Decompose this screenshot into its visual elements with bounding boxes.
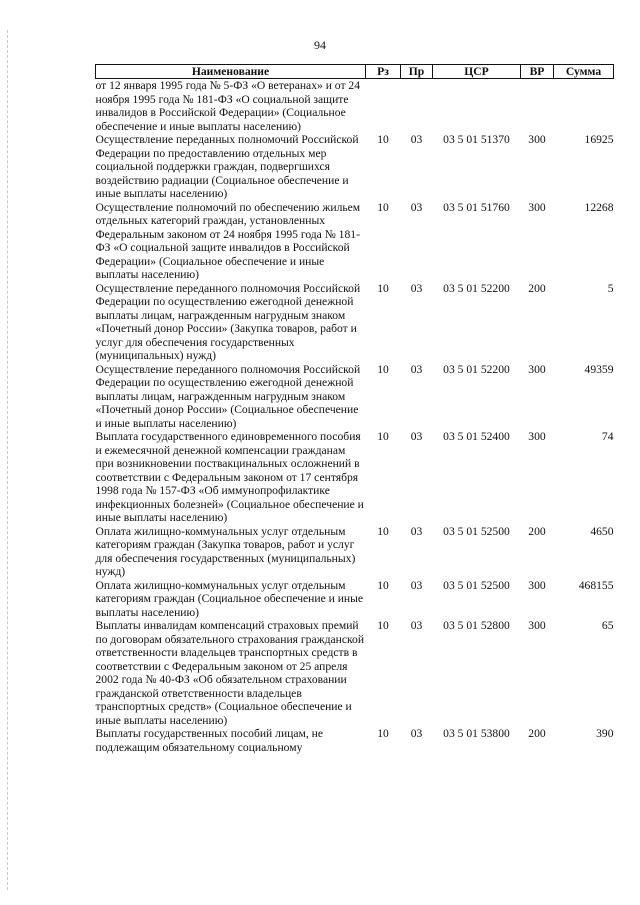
row-sum: 12268 <box>584 200 614 214</box>
row-vr <box>521 79 554 134</box>
row-name: Выплата государственного единовременного пособия и ежемесячной денежной компенсации гражданам при возникновении поствакцинальных осложнений в соответствии с Федеральным законом от 17 сентября 1998 года № 157-ФЗ «Об иммунопрофилактике инфекционных болезней» (Социальное обеспечение и иные выплаты населению) <box>95 430 364 524</box>
row-vr: 300 <box>528 362 546 376</box>
row-pr: 03 <box>410 619 423 632</box>
row-sum: 49359 <box>584 362 614 376</box>
row-pr: 03 <box>410 281 423 295</box>
row-name: Осуществление переданных полномочий Российской Федерации по предоставлению отдельных мер социальной поддержки граждан, подвергшихся воздействию радиации (Социальное обеспечение и иные выплаты населению) <box>95 133 359 200</box>
row-vr: 300 <box>528 578 546 592</box>
table-row <box>96 282 614 363</box>
row-pr: 03 <box>410 524 423 538</box>
budget-table <box>95 64 614 754</box>
row-rz <box>366 79 401 134</box>
row-pr: 03 <box>410 430 423 443</box>
row-name: Выплаты государственных пособий лицам, не подлежащим обязательному социальному <box>95 727 323 754</box>
row-name: Осуществление переданного полномочия Российской Федерации по осуществлению ежегодной денежной выплаты лицам, награжденным нагрудным знаком «Почетный донор России» (Социальное обеспечение и иные выплаты населению) <box>95 362 361 430</box>
row-rz: 10 <box>377 524 389 538</box>
row-pr: 03 <box>410 200 423 214</box>
row-rz: 10 <box>377 133 389 146</box>
table-row <box>96 579 614 620</box>
row-name: Выплаты инвалидам компенсаций страховых премий по договорам обязательного страхования гражданской ответственности владельцев транспортных средств в соответствии с Федеральным законом от 25 апреля 2002 года № 40-ФЗ «Об обязательном страховании гражданской ответственности владельцев транспортных средств» (Социальное обеспечение и иные выплаты населению) <box>95 619 365 727</box>
row-csr: 03 5 01 52500 <box>443 578 510 592</box>
table-header-row <box>96 65 614 79</box>
row-name: от 12 января 1995 года № 5-ФЗ «О ветеранах» и от 24 ноября 1995 года № 181-ФЗ «О социальной защите инвалидов в Российской Федерации» (Социальное обеспечение и иные выплаты населению) <box>95 79 360 133</box>
row-sum: 74 <box>601 430 614 443</box>
table-row <box>96 133 614 201</box>
header-pr: Пр <box>401 65 433 79</box>
table-row <box>96 430 614 525</box>
row-sum: 468155 <box>578 578 614 592</box>
table-row <box>96 201 614 282</box>
row-name: Оплата жилищно-коммунальных услуг отдельным категориям граждан (Социальное обеспечение и иные выплаты населению) <box>95 578 364 619</box>
row-pr: 03 <box>410 133 423 146</box>
row-csr: 03 5 01 52200 <box>443 281 510 295</box>
header-sum: Сумма <box>554 65 614 79</box>
header-rz: Рз <box>366 65 401 79</box>
row-sum <box>554 79 614 134</box>
table-row <box>96 79 614 134</box>
row-vr: 200 <box>528 524 546 538</box>
row-rz: 10 <box>377 619 389 632</box>
header-vr: ВР <box>521 65 554 79</box>
row-csr: 03 5 01 51370 <box>443 133 510 146</box>
row-pr: 03 <box>410 362 423 376</box>
page-number: 94 <box>314 38 326 52</box>
row-vr: 200 <box>528 727 546 740</box>
row-csr: 03 5 01 52400 <box>443 430 510 443</box>
row-name: Осуществление полномочий по обеспечению жильем отдельных категорий граждан, установленных Федеральным законом от 24 ноября 1995 года № 181-ФЗ «О социальной защите инвалидов в Российской Федерации» (Социальное обеспечение и иные выплаты населению) <box>95 200 361 281</box>
table-row <box>96 619 614 727</box>
table-row <box>96 363 614 431</box>
row-csr: 03 5 01 52500 <box>443 524 510 538</box>
row-vr: 300 <box>528 430 546 443</box>
table-row <box>96 727 614 754</box>
header-csr: ЦСР <box>433 65 521 79</box>
row-pr: 03 <box>410 578 423 592</box>
row-csr: 03 5 01 53800 <box>443 727 510 740</box>
row-rz: 10 <box>377 281 389 295</box>
row-csr: 03 5 01 51760 <box>443 200 510 214</box>
row-vr: 200 <box>528 281 546 295</box>
row-rz: 10 <box>377 430 389 443</box>
row-vr: 300 <box>528 200 546 214</box>
scan-margin-line <box>7 30 8 890</box>
row-name: Оплата жилищно-коммунальных услуг отдельным категориям граждан (Закупка товаров, работ и услуг для обеспечения государственных (муниципальных) нужд) <box>95 524 356 578</box>
row-vr: 300 <box>528 133 546 146</box>
header-name: Наименование <box>96 65 366 79</box>
row-name: Осуществление переданного полномочия Российской Федерации по осуществлению ежегодной денежной выплаты лицам, награжденным нагрудным знаком «Почетный донор России» (Закупка товаров, работ и услуг для обеспечения государственных (муниципальных) нужд) <box>95 281 361 362</box>
row-sum: 5 <box>607 281 614 295</box>
row-rz: 10 <box>377 727 389 740</box>
row-pr <box>401 79 433 134</box>
row-vr: 300 <box>528 619 546 632</box>
row-rz: 10 <box>377 578 389 592</box>
row-csr <box>433 79 521 134</box>
table-row <box>96 525 614 579</box>
row-rz: 10 <box>377 362 389 376</box>
row-sum: 16925 <box>584 133 614 146</box>
row-csr: 03 5 01 52800 <box>443 619 510 632</box>
row-rz: 10 <box>377 200 389 214</box>
row-sum: 390 <box>596 727 614 740</box>
row-pr: 03 <box>410 727 423 740</box>
row-sum: 65 <box>601 619 614 632</box>
row-csr: 03 5 01 52200 <box>443 362 510 376</box>
row-sum: 4650 <box>590 524 614 538</box>
